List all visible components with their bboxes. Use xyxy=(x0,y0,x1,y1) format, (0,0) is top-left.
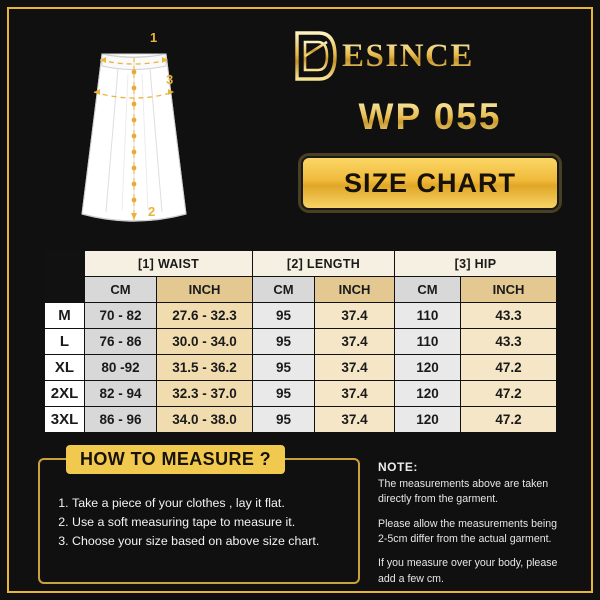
note-paragraph: Please allow the measurements being 2-5cm differ from the actual garment. xyxy=(378,517,558,546)
list-item: 2. Use a soft measuring tape to measure it. xyxy=(72,513,348,532)
how-to-measure-panel xyxy=(38,449,360,584)
cell-l-waist-inch: 30.0 - 34.0 xyxy=(157,329,253,355)
brand-logo-row xyxy=(274,30,586,82)
how-to-measure-steps xyxy=(50,494,348,552)
unit-length-cm: CM xyxy=(253,277,315,303)
marker-1: 1 xyxy=(150,30,158,45)
table-row xyxy=(45,381,557,407)
cell-xl-waist-cm: 80 -92 xyxy=(85,355,157,381)
marker-2: 2 xyxy=(148,204,156,219)
list-item: 1. Take a piece of your clothes , lay it flat. xyxy=(72,494,348,513)
note-paragraph: The measurements above are taken directly from the garment. xyxy=(378,478,549,506)
how-to-measure-title: HOW TO MEASURE ? xyxy=(66,445,285,474)
cell-l-hip-inch: 43.3 xyxy=(461,329,557,355)
row-size-2xl: 2XL xyxy=(45,381,85,407)
unit-waist-inch: INCH xyxy=(157,277,253,303)
group-tag-length: [2] xyxy=(286,256,304,271)
cell-m-waist-cm: 70 - 82 xyxy=(85,303,157,329)
cell-xl-hip-inch: 47.2 xyxy=(461,355,557,381)
cell-m-hip-cm: 110 xyxy=(395,303,461,329)
cell-m-length-cm: 95 xyxy=(253,303,315,329)
group-header-waist xyxy=(85,251,253,277)
cell-2xl-hip-cm: 120 xyxy=(395,381,461,407)
cell-2xl-waist-cm: 82 - 94 xyxy=(85,381,157,407)
group-tag-waist: [1] xyxy=(137,256,155,271)
group-header-hip xyxy=(395,251,557,277)
cell-2xl-length-cm: 95 xyxy=(253,381,315,407)
table-unit-row xyxy=(45,277,557,303)
unit-hip-inch: INCH xyxy=(461,277,557,303)
cell-3xl-hip-inch: 47.2 xyxy=(461,407,557,433)
cell-l-length-inch: 37.4 xyxy=(315,329,395,355)
notes-title: NOTE: xyxy=(378,460,418,474)
table-row xyxy=(45,407,557,433)
size-chart-badge xyxy=(301,156,559,210)
corner-cell-2 xyxy=(45,277,85,303)
row-size-m: M xyxy=(45,303,85,329)
cell-l-length-cm: 95 xyxy=(253,329,315,355)
cell-3xl-waist-cm: 86 - 96 xyxy=(85,407,157,433)
cell-2xl-length-inch: 37.4 xyxy=(315,381,395,407)
footer-area xyxy=(38,449,562,585)
model-number: WP 055 xyxy=(274,96,586,138)
group-label-hip: HIP xyxy=(474,256,497,271)
table-group-header-row xyxy=(45,251,557,277)
unit-waist-cm: CM xyxy=(85,277,157,303)
unit-hip-cm: CM xyxy=(395,277,461,303)
skirt-illustration xyxy=(14,14,274,242)
marker-3: 3 xyxy=(166,72,174,87)
cell-3xl-hip-cm: 120 xyxy=(395,407,461,433)
cell-3xl-length-inch: 37.4 xyxy=(315,407,395,433)
group-label-waist: WAIST xyxy=(157,256,200,271)
cell-xl-hip-cm: 120 xyxy=(395,355,461,381)
cell-xl-length-inch: 37.4 xyxy=(315,355,395,381)
cell-2xl-hip-inch: 47.2 xyxy=(461,381,557,407)
brand-block xyxy=(274,14,586,242)
size-chart-badge-label: SIZE CHART xyxy=(344,167,516,198)
table-row xyxy=(45,355,557,381)
cell-2xl-waist-inch: 32.3 - 37.0 xyxy=(157,381,253,407)
table-row xyxy=(45,303,557,329)
cell-m-length-inch: 37.4 xyxy=(315,303,395,329)
group-label-length: LENGTH xyxy=(306,256,361,271)
note-paragraph: If you measure over your body, please add a few cm. xyxy=(378,557,558,585)
cell-l-waist-cm: 76 - 86 xyxy=(85,329,157,355)
cell-m-hip-inch: 43.3 xyxy=(461,303,557,329)
cell-3xl-waist-inch: 34.0 - 38.0 xyxy=(157,407,253,433)
list-item: 3. Choose your size based on above size chart. xyxy=(72,532,348,551)
row-size-l: L xyxy=(45,329,85,355)
row-size-xl: XL xyxy=(45,355,85,381)
cell-xl-waist-inch: 31.5 - 36.2 xyxy=(157,355,253,381)
header-area xyxy=(14,14,586,242)
brand-name: ESINCE xyxy=(342,37,474,74)
size-table-wrapper xyxy=(44,250,556,433)
cell-m-waist-inch: 27.6 - 32.3 xyxy=(157,303,253,329)
group-tag-hip: [3] xyxy=(454,256,471,271)
corner-cell xyxy=(45,251,85,277)
cell-l-hip-cm: 110 xyxy=(395,329,461,355)
cell-3xl-length-cm: 95 xyxy=(253,407,315,433)
table-row xyxy=(45,329,557,355)
brand-d-logo-icon xyxy=(292,30,338,82)
unit-length-inch: INCH xyxy=(315,277,395,303)
notes-panel xyxy=(360,458,562,584)
skirt-diagram-icon xyxy=(14,14,274,242)
cell-xl-length-cm: 95 xyxy=(253,355,315,381)
size-table xyxy=(44,250,557,433)
group-header-length xyxy=(253,251,395,277)
row-size-3xl: 3XL xyxy=(45,407,85,433)
